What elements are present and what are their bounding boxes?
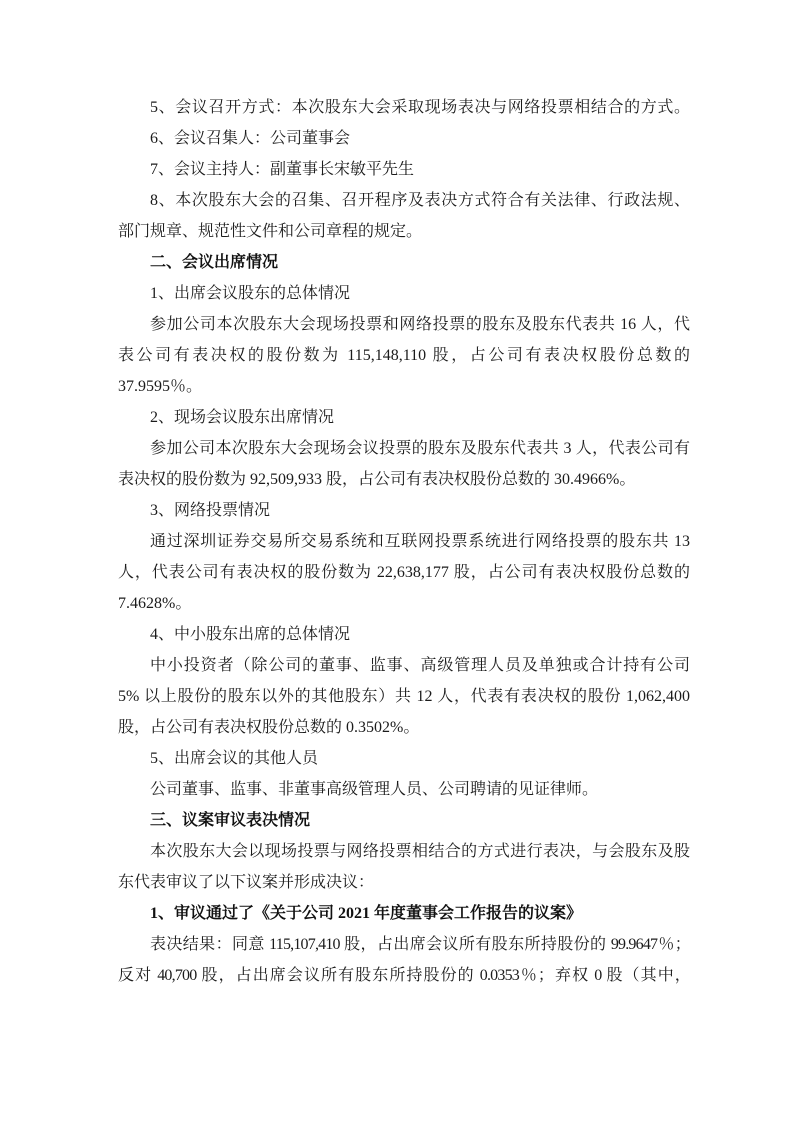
document-text-line: 4、中小股东出席的总体情况 xyxy=(150,626,351,643)
document-text-line: 2、现场会议股东出席情况 xyxy=(150,409,335,426)
document-text-line: 人，代表公司有表决权的股份数为 22,638,177 股，占公司有表决权股份总数的 xyxy=(118,564,690,581)
document-heading-line: 三、议案审议表决情况 xyxy=(150,812,311,829)
document-text-line: 本次股东大会以现场投票与网络投票相结合的方式进行表决，与会股东及股 xyxy=(150,843,690,860)
document-text-line: 通过深圳证券交易所交易系统和互联网投票系统进行网络投票的股东共 13 xyxy=(150,533,690,550)
document-text-line: 部门规章、规范性文件和公司章程的规定。 xyxy=(118,223,423,240)
document-text-line: 8、本次股东大会的召集、召开程序及表决方式符合有关法律、行政法规、 xyxy=(150,192,690,209)
document-text-line: 7.4628%。 xyxy=(118,595,192,612)
document-text-line: 参加公司本次股东大会现场会议投票的股东及股东代表共 3 人，代表公司有 xyxy=(150,440,690,457)
document-text-line: 参加公司本次股东大会现场投票和网络投票的股东及股东代表共 16 人，代 xyxy=(150,316,690,333)
document-heading-line: 1、审议通过了《关于公司 2021 年度董事会工作报告的议案》 xyxy=(150,905,583,922)
document-text-line: 6、会议召集人：公司董事会 xyxy=(150,130,351,147)
document-text-line: 中小投资者（除公司的董事、监事、高级管理人员及单独或合计持有公司 xyxy=(150,657,690,674)
document-text-line: 东代表审议了以下议案并形成决议： xyxy=(118,874,375,891)
document-text-line: 5、出席会议的其他人员 xyxy=(150,750,319,767)
document-text-line: 7、会议主持人：副董事长宋敏平先生 xyxy=(150,161,415,178)
document-text-line: 37.9595％。 xyxy=(118,378,203,395)
document-text-line: 公司董事、监事、非董事高级管理人员、公司聘请的见证律师。 xyxy=(150,781,599,798)
document-text-line: 表公司有表决权的股份数为 115,148,110 股，占公司有表决权股份总数的 xyxy=(118,347,690,364)
document-heading-line: 二、会议出席情况 xyxy=(150,254,279,271)
document-text-line: 表决结果：同意 115,107,410 股，占出席会议所有股东所持股份的 99.9647％； xyxy=(150,936,690,953)
document-text-line: 3、网络投票情况 xyxy=(150,502,271,519)
document-text-line: 反对 40,700 股，占出席会议所有股东所持股份的 0.0353％；弃权 0 股（其中， xyxy=(118,967,690,984)
document-text-block xyxy=(118,92,690,991)
document-text-line: 1、出席会议股东的总体情况 xyxy=(150,285,351,302)
document-text-line: 5、会议召开方式：本次股东大会采取现场表决与网络投票相结合的方式。 xyxy=(150,99,690,116)
document-text-line: 5% 以上股份的股东以外的其他股东）共 12 人，代表有表决权的股份 1,062,400 xyxy=(118,688,690,705)
document-text-line: 股，占公司有表决权股份总数的 0.3502%。 xyxy=(118,719,420,736)
document-text-line: 表决权的股份数为 92,509,933 股，占公司有表决权股份总数的 30.4966%。 xyxy=(118,471,636,488)
